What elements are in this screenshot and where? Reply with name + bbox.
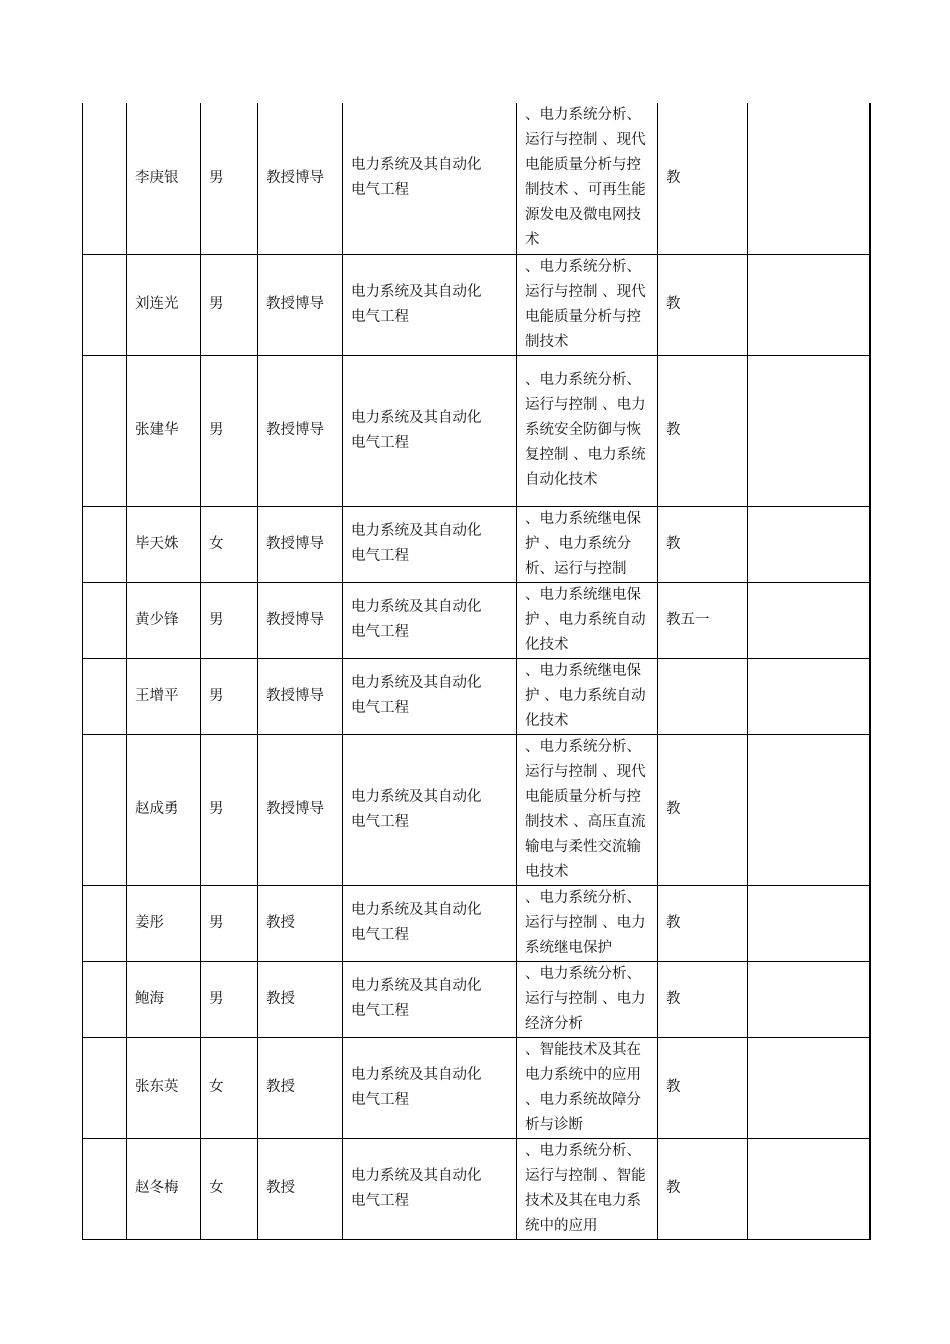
title-cell: 教授博导: [258, 254, 343, 355]
directions-cell: 、电力系统分析、运行与控制 、电力系统安全防御与恢复控制 、电力系统自动化技术: [517, 355, 658, 506]
gender-cell: 男: [201, 734, 258, 885]
faculty-table: [82, 103, 871, 1240]
major-cell: [343, 961, 517, 1037]
major-line-2: 电气工程: [351, 1091, 409, 1108]
extra-cell: [748, 885, 870, 961]
note-cell: 教: [658, 355, 748, 506]
extra-cell: [748, 254, 870, 355]
major-cell: [343, 1037, 517, 1138]
extra-cell: [748, 961, 870, 1037]
index-cell: [83, 1037, 127, 1138]
title-cell: 教授博导: [258, 506, 343, 582]
directions-cell: 、电力系统继电保护 、电力系统分析、运行与控制: [517, 506, 658, 582]
title-cell: 教授博导: [258, 582, 343, 658]
directions-cell: 、电力系统分析、运行与控制 、现代电能质量分析与控制技术: [517, 254, 658, 355]
title-cell: 教授博导: [258, 103, 343, 254]
note-cell: 教五一: [658, 582, 748, 658]
directions-cell: 、电力系统分析、运行与控制 、电力系统继电保护: [517, 885, 658, 961]
title-cell: 教授博导: [258, 734, 343, 885]
gender-cell: 女: [201, 1138, 258, 1239]
index-cell: [83, 254, 127, 355]
major-cell: [343, 734, 517, 885]
index-cell: [83, 582, 127, 658]
gender-cell: 女: [201, 1037, 258, 1138]
gender-cell: 男: [201, 254, 258, 355]
index-cell: [83, 658, 127, 734]
name-cell: 张东英: [127, 1037, 201, 1138]
table-row: [83, 254, 870, 355]
index-cell: [83, 1138, 127, 1239]
extra-cell: [748, 355, 870, 506]
name-cell: 赵成勇: [127, 734, 201, 885]
major-line-1: 电力系统及其自动化: [351, 283, 482, 300]
table-row: [83, 658, 870, 734]
note-cell: 教: [658, 1037, 748, 1138]
index-cell: [83, 885, 127, 961]
directions-cell: 、电力系统继电保护 、电力系统自动化技术: [517, 582, 658, 658]
major-line-2: 电气工程: [351, 1003, 409, 1019]
title-cell: 教授: [258, 961, 343, 1037]
note-cell: 教: [658, 103, 748, 254]
title-cell: 教授博导: [258, 355, 343, 506]
major-cell: [343, 582, 517, 658]
name-cell: 姜彤: [127, 885, 201, 961]
major-line-1: 电力系统及其自动化: [351, 523, 482, 539]
gender-cell: 男: [201, 961, 258, 1037]
major-line-1: 电力系统及其自动化: [351, 902, 482, 918]
major-line-2: 电气工程: [351, 182, 409, 199]
name-cell: 张建华: [127, 355, 201, 506]
table-row: [83, 961, 870, 1037]
major-line-1: 电力系统及其自动化: [351, 409, 482, 426]
note-cell: 教: [658, 1138, 748, 1239]
table-row: [83, 734, 870, 885]
major-line-1: 电力系统及其自动化: [351, 1066, 482, 1083]
table-row: [83, 1138, 870, 1239]
major-line-2: 电气工程: [351, 548, 409, 564]
major-line-1: 电力系统及其自动化: [351, 1167, 482, 1184]
index-cell: [83, 961, 127, 1037]
table-row: [83, 103, 870, 254]
table-row: [83, 582, 870, 658]
index-cell: [83, 103, 127, 254]
table-row: [83, 1037, 870, 1138]
extra-cell: [748, 582, 870, 658]
major-cell: [343, 1138, 517, 1239]
major-line-1: 电力系统及其自动化: [351, 788, 482, 805]
major-line-1: 电力系统及其自动化: [351, 157, 482, 174]
index-cell: [83, 355, 127, 506]
directions-cell: 、智能技术及其在电力系统中的应用 、电力系统故障分析与诊断: [517, 1037, 658, 1138]
note-cell: 教: [658, 734, 748, 885]
table-row: [83, 355, 870, 506]
note-cell: 教: [658, 885, 748, 961]
name-cell: 王增平: [127, 658, 201, 734]
title-cell: 教授博导: [258, 658, 343, 734]
name-cell: 赵冬梅: [127, 1138, 201, 1239]
major-line-2: 电气工程: [351, 434, 409, 451]
major-line-2: 电气工程: [351, 700, 409, 716]
major-cell: [343, 658, 517, 734]
index-cell: [83, 506, 127, 582]
extra-cell: [748, 103, 870, 254]
note-cell: 教: [658, 961, 748, 1037]
gender-cell: 男: [201, 103, 258, 254]
note-cell: 教: [658, 254, 748, 355]
gender-cell: 男: [201, 582, 258, 658]
gender-cell: 男: [201, 658, 258, 734]
title-cell: 教授: [258, 1138, 343, 1239]
major-line-2: 电气工程: [351, 308, 409, 325]
major-line-2: 电气工程: [351, 813, 409, 830]
directions-cell: 、电力系统继电保护 、电力系统自动化技术: [517, 658, 658, 734]
table-row: [83, 506, 870, 582]
extra-cell: [748, 734, 870, 885]
directions-cell: 、电力系统分析、运行与控制 、现代电能质量分析与控制技术 、可再生能源发电及微电网技术: [517, 103, 658, 254]
major-line-1: 电力系统及其自动化: [351, 599, 482, 615]
directions-cell: 、电力系统分析、运行与控制 、电力经济分析: [517, 961, 658, 1037]
major-cell: [343, 254, 517, 355]
gender-cell: 男: [201, 355, 258, 506]
major-line-1: 电力系统及其自动化: [351, 978, 482, 994]
extra-cell: [748, 1037, 870, 1138]
note-cell: 教: [658, 506, 748, 582]
directions-cell: 、电力系统分析、运行与控制 、智能技术及其在电力系统中的应用: [517, 1138, 658, 1239]
title-cell: 教授: [258, 885, 343, 961]
table-row: [83, 885, 870, 961]
major-line-2: 电气工程: [351, 927, 409, 943]
major-cell: [343, 355, 517, 506]
name-cell: 刘连光: [127, 254, 201, 355]
extra-cell: [748, 658, 870, 734]
major-cell: [343, 506, 517, 582]
extra-cell: [748, 1138, 870, 1239]
gender-cell: 男: [201, 885, 258, 961]
note-cell: [658, 658, 748, 734]
name-cell: 毕天姝: [127, 506, 201, 582]
gender-cell: 女: [201, 506, 258, 582]
major-line-1: 电力系统及其自动化: [351, 675, 482, 691]
index-cell: [83, 734, 127, 885]
name-cell: 鲍海: [127, 961, 201, 1037]
name-cell: 黄少锋: [127, 582, 201, 658]
title-cell: 教授: [258, 1037, 343, 1138]
major-line-2: 电气工程: [351, 1192, 409, 1209]
extra-cell: [748, 506, 870, 582]
directions-cell: 、电力系统分析、运行与控制 、现代电能质量分析与控制技术 、高压直流输电与柔性交流输电技术: [517, 734, 658, 885]
major-cell: [343, 103, 517, 254]
major-line-2: 电气工程: [351, 624, 409, 640]
major-cell: [343, 885, 517, 961]
name-cell: 李庚银: [127, 103, 201, 254]
